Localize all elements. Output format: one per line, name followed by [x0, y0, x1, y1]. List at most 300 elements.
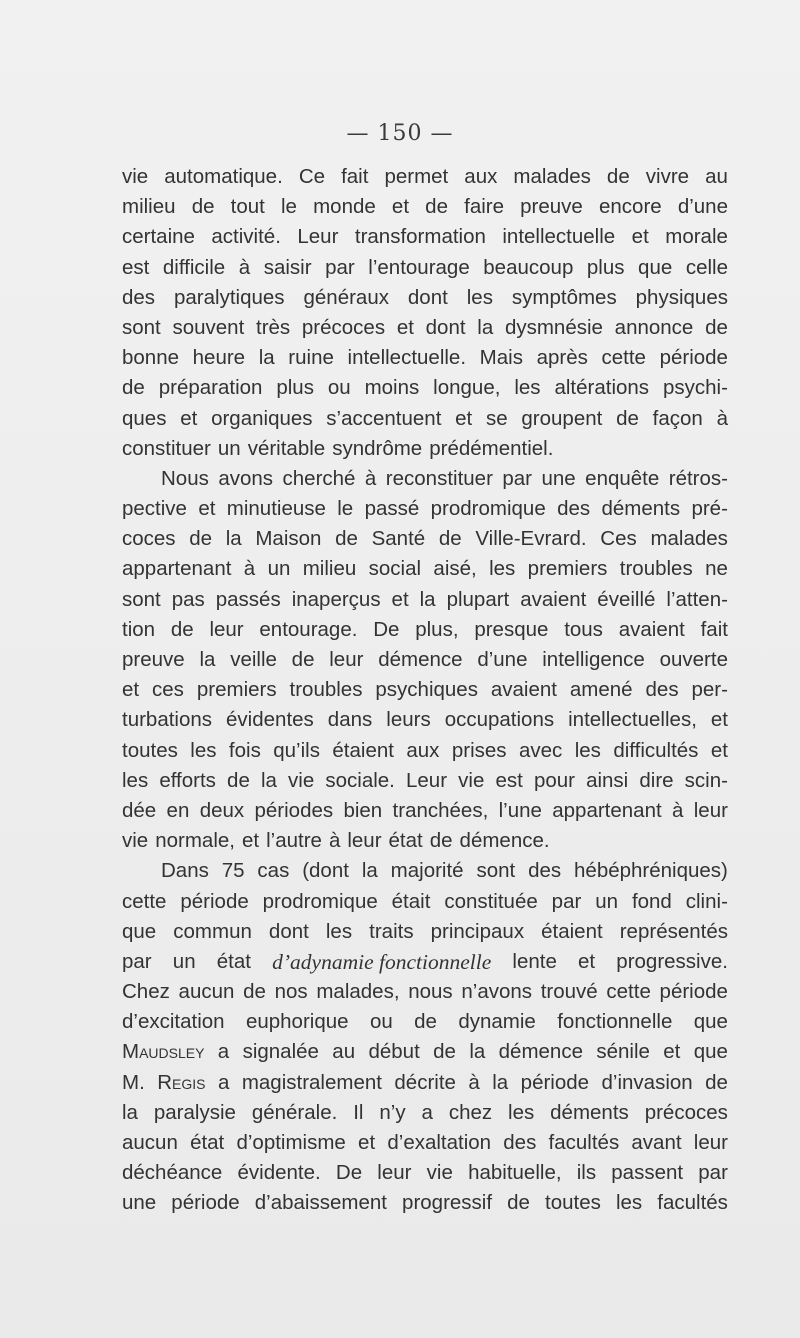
text-line [122, 1128, 728, 1158]
word: toutes [545, 1191, 601, 1215]
word: s’accentuent [326, 406, 442, 430]
word: état [388, 829, 423, 853]
word: lente [512, 949, 557, 973]
word: n’avons [461, 980, 533, 1004]
word: état [190, 1131, 225, 1154]
word: dysmnésie [504, 315, 603, 339]
word: malades [513, 165, 591, 188]
word: était [391, 889, 431, 913]
word: de [191, 195, 215, 219]
word: Maudsley [122, 1040, 205, 1064]
word: difficile [162, 255, 226, 279]
word: les [122, 768, 149, 792]
word: un [267, 557, 291, 581]
word: des [503, 1131, 537, 1154]
word: enquête [585, 466, 660, 490]
word: dont [407, 285, 448, 309]
word: cette [122, 889, 167, 913]
word: périodes [254, 798, 334, 822]
word: ces [152, 678, 184, 702]
text-line [122, 826, 728, 856]
word: fait [700, 617, 728, 641]
word: avec [518, 738, 563, 762]
word: la [225, 527, 242, 551]
word: par [551, 889, 582, 913]
word: veille [230, 648, 277, 671]
word: de [438, 527, 462, 551]
word: appartenant [122, 557, 232, 581]
word: éveillé [597, 587, 656, 611]
word: de [170, 617, 194, 641]
word: d’optimisme [236, 1131, 346, 1154]
word: la [258, 346, 275, 370]
word: par [122, 949, 152, 973]
word: pour [533, 768, 575, 792]
text-line [122, 373, 728, 403]
word: ainsi [586, 768, 629, 792]
word: paralysie [153, 1100, 236, 1124]
word: bien [343, 798, 383, 822]
text-line [122, 766, 728, 796]
word: d’une [677, 195, 728, 219]
word: groupent [521, 406, 603, 430]
word: physiques [635, 285, 728, 309]
text-line [122, 1098, 728, 1128]
word: sont [476, 859, 516, 883]
word: d’excitation [122, 1010, 225, 1034]
word: principaux [430, 919, 525, 943]
word: Nous [161, 466, 209, 490]
word: fait [341, 165, 369, 188]
word: leur [347, 829, 382, 853]
word: vivre [645, 165, 690, 188]
word: constituer [122, 436, 211, 460]
word: une [541, 466, 576, 490]
word: les [574, 738, 601, 762]
word: de [227, 768, 250, 792]
word: passés [215, 587, 281, 611]
word: tous [564, 617, 603, 641]
word: par [325, 255, 355, 279]
word: euphorique [245, 1010, 349, 1034]
word: psychiques [375, 678, 478, 702]
text-line [122, 524, 728, 554]
word: tranchées, [392, 798, 489, 822]
word: dans [327, 708, 373, 732]
word: n’y [379, 1100, 406, 1124]
word: troubles [619, 557, 693, 581]
word: morale [665, 225, 728, 249]
word: à [716, 406, 728, 430]
word: psychi- [662, 376, 728, 400]
word: décrite [394, 1070, 456, 1094]
word: habituelle, [468, 1161, 562, 1185]
word: premiers [196, 678, 277, 702]
word: de [414, 1010, 437, 1034]
word: a [217, 1040, 230, 1064]
word: reconstituer [385, 466, 493, 490]
word: des [645, 678, 679, 702]
word: période [171, 1191, 240, 1215]
word: ques [122, 406, 167, 430]
word: clini- [685, 889, 728, 913]
word: Santé [371, 527, 426, 551]
word: souvent [172, 315, 245, 339]
word: facultés [548, 1131, 620, 1154]
word: prodromique [262, 889, 378, 913]
word: véritable [247, 436, 326, 460]
word: malades, [316, 980, 400, 1004]
word: a [421, 1100, 433, 1124]
word: à [468, 1070, 480, 1094]
word: les [508, 1100, 535, 1124]
word: démence [498, 1040, 583, 1064]
word: deux [199, 798, 245, 822]
word: et [122, 678, 140, 702]
word: ouverte [659, 648, 728, 671]
word: à [364, 466, 377, 490]
word: évidentes [226, 708, 314, 732]
word: qu’ils [273, 738, 320, 762]
text-line [122, 1037, 728, 1067]
word: ils [576, 1161, 597, 1185]
word: sont [122, 587, 161, 611]
word: prédémentiel. [429, 436, 554, 460]
word: déments [601, 497, 681, 521]
word: leur [693, 1131, 728, 1154]
word: annonce [614, 315, 694, 339]
word: de [507, 1191, 530, 1215]
word: dire [639, 768, 674, 792]
word: prises [451, 738, 507, 762]
word: intelligence [542, 648, 645, 671]
word: Maison [255, 527, 322, 551]
word: et [578, 949, 596, 973]
page-number: — 150 — [346, 121, 454, 146]
word: social [368, 557, 422, 581]
word: et [358, 1131, 376, 1154]
word: avaient [618, 617, 685, 641]
word: démence. [459, 829, 550, 853]
word: heure [192, 346, 246, 370]
word: ou [327, 376, 351, 400]
word: de [122, 376, 145, 400]
word: d’abaissement [254, 1191, 387, 1215]
text-line [122, 464, 728, 494]
word: moins [364, 376, 420, 400]
word: plupart [446, 587, 510, 611]
text-line [122, 947, 728, 977]
word: syndrôme [332, 436, 423, 460]
word: de [705, 315, 728, 339]
word: la [477, 315, 494, 339]
word: automatique. [164, 165, 283, 188]
word: cette [606, 980, 651, 1004]
word: sociale. [325, 768, 395, 792]
word: période [180, 889, 249, 913]
word: le [280, 195, 297, 219]
word: générale. [251, 1100, 338, 1124]
word: à [328, 829, 341, 853]
word: intellectuelle. [347, 346, 467, 370]
word: avaient [490, 678, 557, 702]
word: organiques [211, 406, 313, 430]
text-line [122, 675, 728, 705]
word: efforts [159, 768, 216, 792]
word: inaperçus [291, 587, 381, 611]
word: amené [569, 678, 633, 702]
word: début [368, 1040, 420, 1064]
word: plus, [415, 617, 459, 641]
word: chez [448, 1100, 493, 1124]
word: progressif [402, 1191, 493, 1215]
word: la [469, 1040, 486, 1064]
word: plus [276, 376, 314, 400]
word: leur [377, 1161, 412, 1185]
word: entourage. [259, 617, 358, 641]
word: et [241, 829, 260, 853]
word: étaient [541, 919, 603, 943]
word: paralytiques [174, 285, 285, 309]
word: (dont [302, 859, 349, 883]
word: et [391, 587, 409, 611]
word: avaient [520, 587, 587, 611]
text-line [122, 736, 728, 766]
word: coces [122, 527, 176, 551]
text-line [122, 615, 728, 645]
word: la [361, 859, 378, 883]
word: les [615, 1191, 643, 1215]
word: magistralement [241, 1070, 382, 1094]
word: période [659, 346, 728, 370]
word: troubles [289, 678, 363, 702]
word: minutieuse [226, 497, 326, 521]
word: période [520, 1070, 590, 1094]
text-line [122, 796, 728, 826]
word: cas [257, 859, 290, 883]
word: est [122, 255, 150, 279]
word: presque [474, 617, 549, 641]
word: par [502, 466, 533, 490]
word: intellectuelles, [568, 708, 697, 732]
word: les [325, 919, 353, 943]
word: à [243, 557, 256, 581]
text-line [122, 434, 728, 464]
word: rétros- [668, 466, 728, 490]
word: saisir [263, 255, 312, 279]
word: en [166, 798, 190, 822]
word: malades [650, 527, 728, 551]
word: permet [384, 165, 449, 188]
word: ne [705, 557, 728, 581]
word: De [335, 1161, 363, 1185]
word: aucun [122, 1131, 178, 1154]
word: normale, [155, 829, 235, 853]
word: la [492, 1070, 509, 1094]
word: turbations [122, 708, 213, 732]
word: preuve [520, 195, 583, 219]
word: les [190, 738, 217, 762]
word: leur [693, 798, 728, 822]
word: cette [601, 346, 646, 370]
word: Regis [157, 1070, 206, 1094]
text-line [122, 494, 728, 524]
word: que [122, 919, 157, 943]
text-line [122, 977, 728, 1007]
word: l’autre [266, 829, 322, 853]
text-line [122, 222, 728, 252]
text-line [122, 343, 728, 373]
text-line [122, 705, 728, 735]
text-line [122, 1188, 728, 1218]
word: sont [122, 315, 161, 339]
word: progressive. [616, 949, 728, 973]
word: toutes [122, 738, 178, 762]
word: étaient [332, 738, 394, 762]
word: tout [230, 195, 265, 219]
word: vie [458, 768, 485, 792]
word: l’atten- [666, 587, 728, 611]
word: passé [364, 497, 420, 521]
word: avons [218, 466, 274, 490]
word: de [425, 195, 448, 219]
word: fois [228, 738, 261, 762]
word: la [419, 587, 436, 611]
word: que [693, 1040, 728, 1064]
word: cherché [282, 466, 356, 490]
word: leur [209, 617, 244, 641]
word: déments [550, 1100, 629, 1124]
word: la [122, 1100, 138, 1124]
word: nos [274, 980, 308, 1004]
text-line [122, 1007, 728, 1037]
word: Chez [122, 980, 170, 1004]
word: aux [406, 738, 440, 762]
word: un [217, 436, 241, 460]
text-line [122, 283, 728, 313]
word: plus [586, 255, 625, 279]
word: Leur [297, 225, 339, 249]
word: pré- [691, 497, 728, 521]
word: encore [598, 195, 662, 219]
word: et [710, 708, 728, 732]
text-line [122, 917, 728, 947]
word: tion [122, 617, 156, 641]
word: déchéance [122, 1161, 223, 1185]
word: dynamie [458, 1010, 536, 1034]
word: ruine [288, 346, 334, 370]
word: la [199, 648, 216, 671]
word: et [631, 225, 649, 249]
word: de [291, 648, 315, 671]
word: à [672, 798, 684, 822]
word: aux [464, 165, 498, 188]
word: de [606, 165, 630, 188]
word: que [693, 1010, 728, 1034]
word: vie [122, 165, 149, 188]
word: de [705, 1070, 728, 1094]
word: de [616, 406, 639, 430]
word: le [337, 497, 354, 521]
word: altérations [554, 376, 650, 400]
word: d’adynamie fonctionnelle [272, 949, 492, 974]
text-line [122, 192, 728, 222]
word: Mais [479, 346, 523, 370]
word: les [514, 376, 541, 400]
word: Ces [600, 527, 637, 551]
word: et [455, 406, 473, 430]
word: transformation [354, 225, 486, 249]
word: après [536, 346, 588, 370]
word: certaine [122, 225, 195, 249]
word: Dans [161, 859, 209, 883]
word: occupations [444, 708, 555, 732]
text-line [122, 313, 728, 343]
text-line [122, 404, 728, 434]
word: des [557, 497, 591, 521]
word: d’invasion [601, 1070, 693, 1094]
word: trouvé [540, 980, 598, 1004]
word: dée [122, 798, 157, 822]
word: fond [631, 889, 672, 913]
word: de [433, 1040, 456, 1064]
word: preuve [122, 648, 185, 671]
word: longue, [433, 376, 501, 400]
word: de [189, 527, 213, 551]
word: majorité [390, 859, 464, 883]
text-line [122, 856, 728, 886]
word: a [217, 1070, 230, 1094]
word: les [489, 557, 516, 581]
word: vie [288, 768, 315, 792]
word: constituée [444, 889, 538, 913]
word: passent [611, 1161, 684, 1185]
word: et [663, 1040, 681, 1064]
word: période [659, 980, 728, 1004]
text-line [122, 1158, 728, 1188]
word: aisé, [433, 557, 477, 581]
word: état [216, 949, 251, 973]
word: représentés [619, 919, 728, 943]
word: M. [122, 1070, 145, 1094]
word: premiers [527, 557, 608, 581]
word: généraux [303, 285, 389, 309]
word: et [180, 406, 198, 430]
word: difficultés [613, 738, 699, 762]
word: de [335, 527, 358, 551]
word: la [260, 768, 277, 792]
word: appartenant [552, 798, 662, 822]
word: un [172, 949, 196, 973]
word: bonne [122, 346, 180, 370]
word: milieu [302, 557, 357, 581]
word: leur [329, 648, 364, 671]
word: d’exaltation [387, 1131, 492, 1154]
word: De [373, 617, 400, 641]
word: leurs [386, 708, 431, 732]
text-line [122, 887, 728, 917]
text-line [122, 554, 728, 584]
word: scin- [684, 768, 728, 792]
word: vie [122, 829, 149, 853]
word: très [256, 315, 291, 339]
word: traits [369, 919, 414, 943]
word: un [595, 889, 619, 913]
text-line [122, 162, 728, 192]
word: nous [408, 980, 453, 1004]
word: démence [378, 648, 463, 671]
text-line [122, 1068, 728, 1098]
